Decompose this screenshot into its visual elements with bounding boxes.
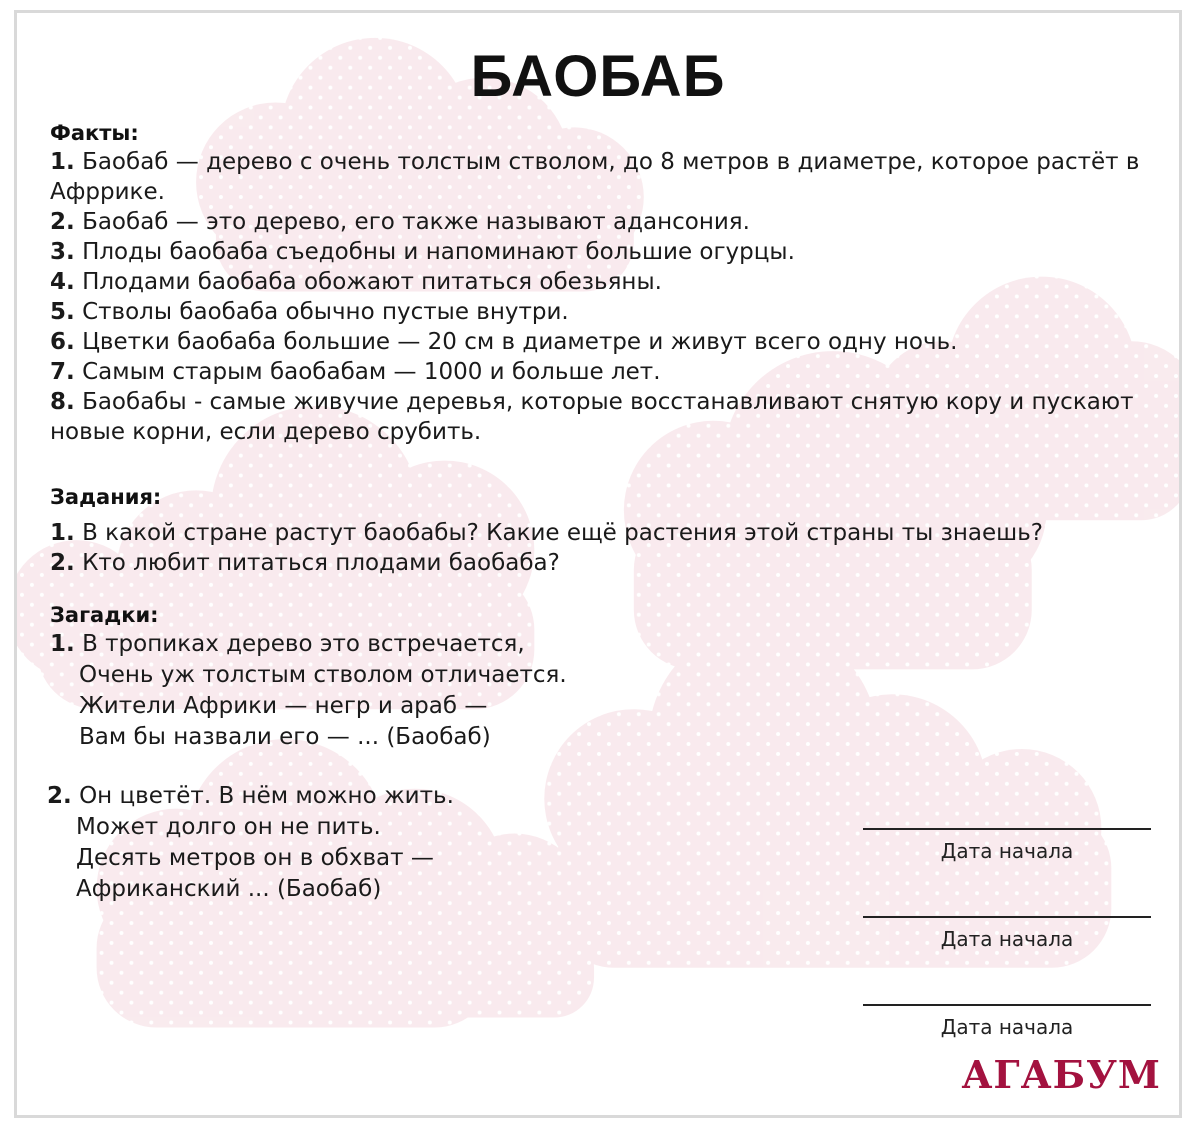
date-label: Дата начала — [940, 839, 1074, 863]
task-number: 2. — [50, 550, 75, 576]
task-number: 1. — [50, 520, 75, 546]
date-field-3[interactable] — [863, 1004, 1151, 1039]
fact-item — [50, 387, 1140, 447]
page-title: БАОБАБ — [470, 44, 726, 109]
riddle-line: Жители Африки — негр и араб — — [79, 693, 488, 719]
fact-number: 3. — [50, 239, 75, 265]
fact-number: 1. — [50, 149, 75, 175]
fact-text: Баобаб — это дерево, его также называют адансония. — [82, 209, 750, 235]
fact-text: Самым старым баобабам — 1000 и больше лет. — [82, 359, 661, 385]
worksheet-frame — [14, 10, 1182, 1118]
date-line — [863, 1004, 1151, 1006]
date-field-2[interactable] — [863, 916, 1151, 951]
riddle-line: Он цветёт. В нём можно жить. — [79, 783, 454, 809]
fact-number: 5. — [50, 299, 75, 325]
fact-number: 4. — [50, 269, 75, 295]
fact-item — [50, 207, 1140, 237]
fact-text: Цветки баобаба большие — 20 см в диаметре и живут всего одну ночь. — [82, 329, 958, 355]
date-field-1[interactable] — [863, 828, 1151, 863]
fact-text: Стволы баобаба обычно пустые внутри. — [82, 299, 569, 325]
fact-item — [50, 327, 1140, 357]
fact-item — [50, 147, 1140, 207]
fact-number: 7. — [50, 359, 75, 385]
date-line — [863, 828, 1151, 830]
date-line — [863, 916, 1151, 918]
fact-text: Плодами баобаба обожают питаться обезьяны. — [82, 269, 662, 295]
tasks-list — [50, 518, 1170, 578]
riddle-number: 2. — [47, 783, 72, 809]
brand-logo: АГАБУМ — [961, 1052, 1161, 1097]
date-label: Дата начала — [940, 1015, 1074, 1039]
fact-text: Баобабы - самые живучие деревья, которые восстанавливают снятую кору и пускают новые корни, если дерево срубить. — [50, 389, 1134, 445]
fact-text: Плоды баобаба съедобны и напоминают большие огурцы. — [82, 239, 795, 265]
riddle-number: 1. — [50, 631, 75, 657]
fact-number: 6. — [50, 329, 75, 355]
fact-text: Баобаб — дерево с очень толстым стволом, до 8 метров в диаметре, которое растёт в Афррике. — [50, 149, 1140, 205]
tasks-heading: Задания: — [50, 485, 162, 509]
facts-heading: Факты: — [50, 121, 139, 145]
facts-list — [50, 147, 1140, 447]
fact-item — [50, 237, 1140, 267]
riddle-line: Африканский ... (Баобаб) — [76, 876, 382, 902]
riddle-1 — [50, 629, 567, 753]
task-item — [50, 548, 1170, 578]
riddle-line: Вам бы назвали его — ... (Баобаб) — [79, 724, 491, 750]
fact-number: 2. — [50, 209, 75, 235]
task-text: Кто любит питаться плодами баобаба? — [82, 550, 560, 576]
fact-number: 8. — [50, 389, 75, 415]
riddle-line: Очень уж толстым стволом отличается. — [79, 662, 567, 688]
fact-item — [50, 267, 1140, 297]
fact-item — [50, 297, 1140, 327]
task-item — [50, 518, 1170, 548]
riddle-line: В тропиках дерево это встречается, — [82, 631, 525, 657]
riddle-line: Может долго он не пить. — [76, 814, 381, 840]
riddle-line: Десять метров он в обхват — — [76, 845, 434, 871]
fact-item — [50, 357, 1140, 387]
task-text: В какой стране растут баобабы? Какие ещё растения этой страны ты знаешь? — [82, 520, 1043, 546]
riddle-2 — [47, 781, 454, 905]
date-label: Дата начала — [940, 927, 1074, 951]
riddles-heading: Загадки: — [50, 603, 159, 627]
